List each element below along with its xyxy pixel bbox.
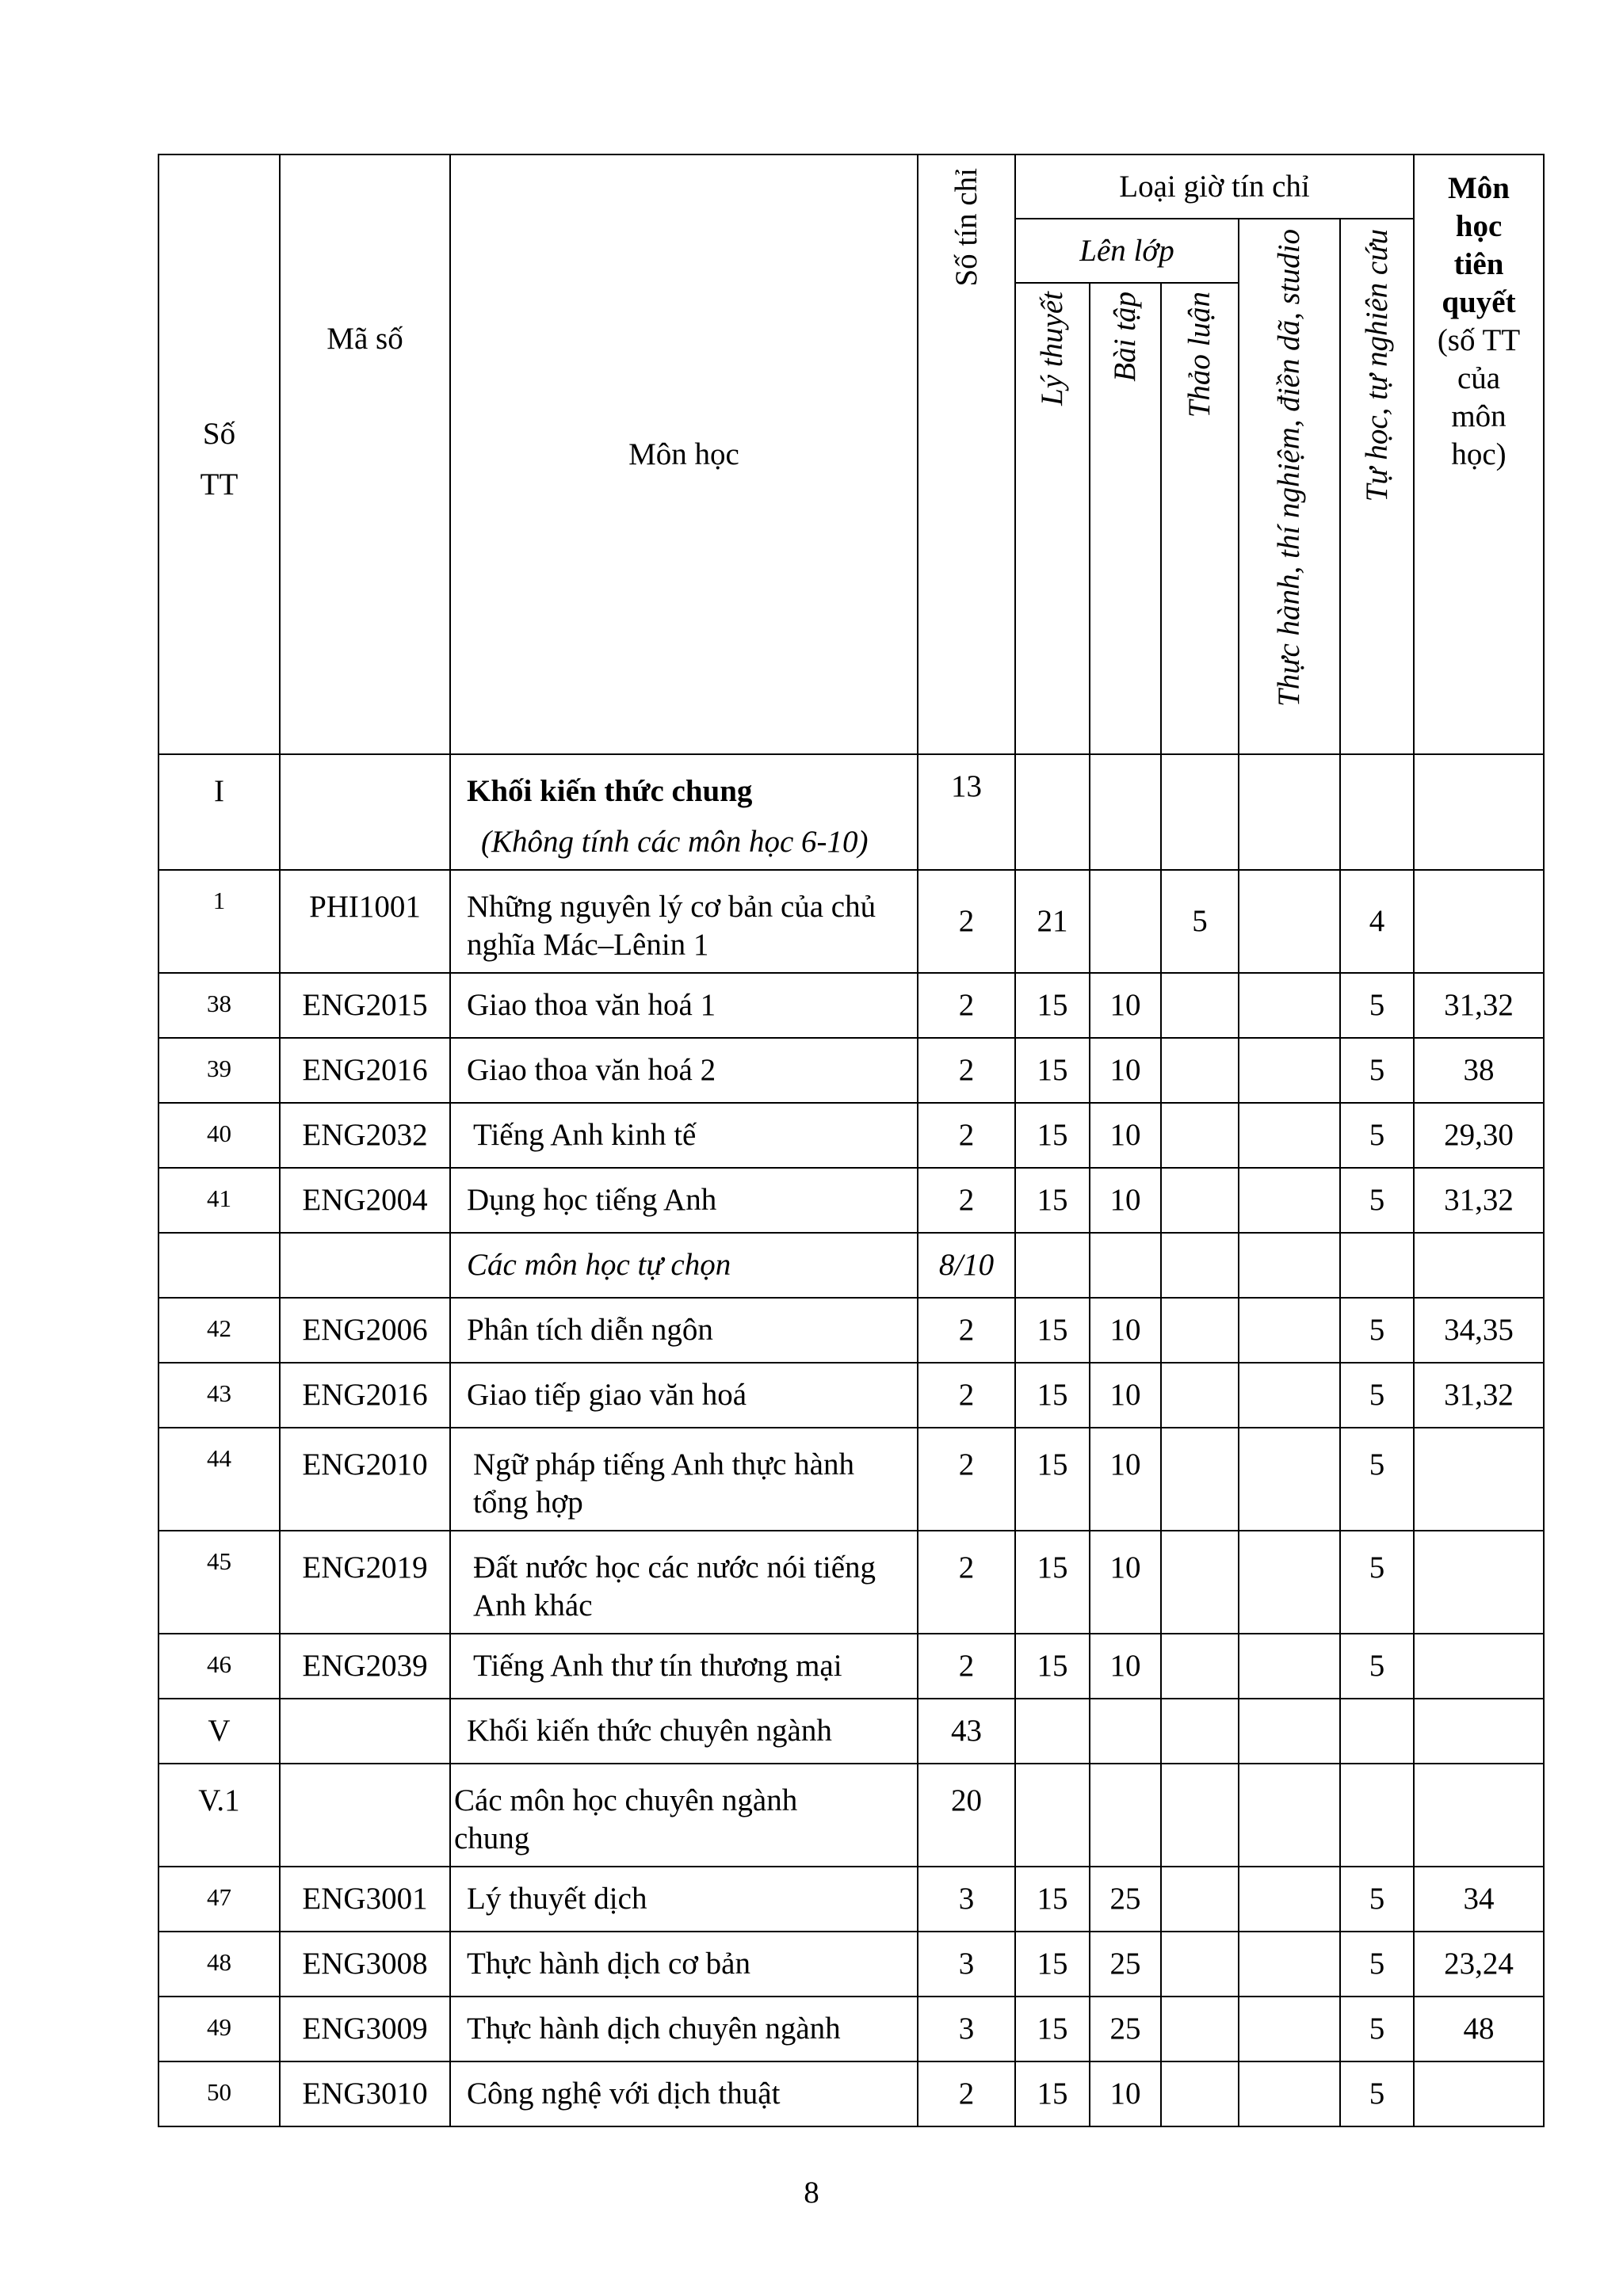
- table-row: [158, 1168, 1544, 1233]
- row-practice: [1239, 1932, 1340, 1997]
- table-row: [158, 870, 1544, 973]
- row-stt: 43: [158, 1363, 280, 1428]
- row-credits: 2: [918, 1428, 1015, 1531]
- section-credits: 43: [918, 1699, 1015, 1764]
- row-practice: [1239, 1997, 1340, 2061]
- row-stt: 44: [158, 1428, 280, 1531]
- header-code: [280, 154, 450, 754]
- header-subject-text: Môn học: [628, 437, 739, 471]
- row-credits: 3: [918, 1997, 1015, 2061]
- row-stt: 40: [158, 1103, 280, 1168]
- row-theory: 15: [1015, 1932, 1090, 1997]
- header-code-text: Mã số: [327, 322, 403, 356]
- row-theory: 15: [1015, 1298, 1090, 1363]
- section-row-V1: [158, 1764, 1544, 1867]
- row-exercise: 10: [1090, 973, 1161, 1038]
- row-prereq: [1414, 1428, 1544, 1531]
- section-note: (Không tính các môn học 6-10): [481, 825, 869, 859]
- row-discussion: 5: [1161, 870, 1239, 973]
- row-prereq: [1414, 1634, 1544, 1699]
- row-self-study: 5: [1340, 1867, 1414, 1932]
- row-discussion: [1161, 973, 1239, 1038]
- row-discussion: [1161, 1531, 1239, 1634]
- empty-cell: [1239, 1699, 1340, 1764]
- row-stt: 41: [158, 1168, 280, 1233]
- header-theory-text: Lý thuyết: [1035, 292, 1069, 406]
- empty-cell: [1090, 754, 1161, 870]
- empty-cell: [1015, 1233, 1090, 1298]
- row-stt: 46: [158, 1634, 280, 1699]
- header-credits: [918, 154, 1015, 754]
- section-row-I: [158, 754, 1544, 870]
- header-discussion: [1161, 283, 1239, 754]
- row-discussion: [1161, 1428, 1239, 1531]
- row-self-study: 5: [1340, 1103, 1414, 1168]
- row-self-study: 5: [1340, 1932, 1414, 1997]
- header-in-class-text: Lên lớp: [1079, 233, 1174, 268]
- section-title: Khối kiến thức chuyên ngành: [450, 1699, 918, 1764]
- empty-cell: [158, 1233, 280, 1298]
- row-prereq: 31,32: [1414, 973, 1544, 1038]
- row-code: ENG3008: [280, 1932, 450, 1997]
- row-stt: 39: [158, 1038, 280, 1103]
- row-stt: 50: [158, 2061, 280, 2126]
- row-theory: 15: [1015, 1997, 1090, 2061]
- row-exercise: 10: [1090, 1038, 1161, 1103]
- table-row: [158, 1932, 1544, 1997]
- header-subject: [450, 154, 918, 754]
- row-stt: 48: [158, 1932, 280, 1997]
- row-prereq: 29,30: [1414, 1103, 1544, 1168]
- row-credits: 2: [918, 1363, 1015, 1428]
- table-row: [158, 1997, 1544, 2061]
- row-theory: 15: [1015, 2061, 1090, 2126]
- section-stt: I: [158, 754, 280, 870]
- row-stt: 47: [158, 1867, 280, 1932]
- table-row: [158, 2061, 1544, 2126]
- row-self-study: 5: [1340, 1428, 1414, 1531]
- row-exercise: 10: [1090, 1298, 1161, 1363]
- table-row: [158, 1634, 1544, 1699]
- row-discussion: [1161, 1997, 1239, 2061]
- row-code: ENG2039: [280, 1634, 450, 1699]
- row-theory: 15: [1015, 1363, 1090, 1428]
- row-credits: 2: [918, 1103, 1015, 1168]
- row-prereq: 23,24: [1414, 1932, 1544, 1997]
- row-self-study: 4: [1340, 870, 1414, 973]
- row-prereq: [1414, 1531, 1544, 1634]
- row-practice: [1239, 870, 1340, 973]
- row-self-study: 5: [1340, 2061, 1414, 2126]
- empty-cell: [1090, 1764, 1161, 1867]
- row-theory: 15: [1015, 1428, 1090, 1531]
- row-subject: Thực hành dịch chuyên ngành: [450, 1997, 918, 2061]
- row-stt: 38: [158, 973, 280, 1038]
- header-prereq-n4: học): [1451, 437, 1507, 471]
- row-discussion: [1161, 1867, 1239, 1932]
- row-code: ENG2016: [280, 1363, 450, 1428]
- row-exercise: 25: [1090, 1997, 1161, 2061]
- empty-cell: [1340, 1233, 1414, 1298]
- row-code: ENG3009: [280, 1997, 450, 2061]
- row-prereq: 34,35: [1414, 1298, 1544, 1363]
- empty-cell: [1239, 1764, 1340, 1867]
- empty-cell: [1161, 1764, 1239, 1867]
- row-credits: 2: [918, 870, 1015, 973]
- row-practice: [1239, 1168, 1340, 1233]
- table-row: [158, 1867, 1544, 1932]
- elective-title: Các môn học tự chọn: [450, 1233, 918, 1298]
- header-stt-line1: Số: [202, 417, 236, 451]
- row-practice: [1239, 1634, 1340, 1699]
- empty-cell: [1090, 1699, 1161, 1764]
- table-row: [158, 1363, 1544, 1428]
- header-prereq-l1: Môn: [1448, 171, 1510, 205]
- row-discussion: [1161, 1298, 1239, 1363]
- row-self-study: 5: [1340, 1038, 1414, 1103]
- row-code: PHI1001: [280, 870, 450, 973]
- row-practice: [1239, 1428, 1340, 1531]
- row-subject: Công nghệ với dịch thuật: [450, 2061, 918, 2126]
- row-self-study: 5: [1340, 1298, 1414, 1363]
- header-discussion-text: Thảo luận: [1182, 292, 1216, 418]
- table-row: [158, 1103, 1544, 1168]
- row-self-study: 5: [1340, 1363, 1414, 1428]
- header-self-study: [1340, 219, 1414, 754]
- empty-cell: [1161, 1233, 1239, 1298]
- empty-cell: [1414, 1699, 1544, 1764]
- row-subject: Giao tiếp giao văn hoá: [450, 1363, 918, 1428]
- row-subject: Những nguyên lý cơ bản của chủ nghĩa Mác–Lênin 1: [450, 870, 918, 973]
- row-stt: 42: [158, 1298, 280, 1363]
- row-practice: [1239, 1531, 1340, 1634]
- row-practice: [1239, 1867, 1340, 1932]
- row-theory: 15: [1015, 973, 1090, 1038]
- empty-cell: [1015, 1764, 1090, 1867]
- row-practice: [1239, 1038, 1340, 1103]
- row-self-study: 5: [1340, 1531, 1414, 1634]
- header-hour-types: [1015, 154, 1414, 219]
- section-row-elective: [158, 1233, 1544, 1298]
- row-exercise: [1090, 870, 1161, 973]
- header-exercise-text: Bài tập: [1108, 292, 1142, 382]
- header-self-study-text: Tự học, tự nghiên cứu: [1359, 229, 1394, 502]
- row-subject: Phân tích diễn ngôn: [450, 1298, 918, 1363]
- row-theory: 15: [1015, 1168, 1090, 1233]
- table-row: [158, 1298, 1544, 1363]
- section-row-V: [158, 1699, 1544, 1764]
- row-theory: 15: [1015, 1867, 1090, 1932]
- row-discussion: [1161, 2061, 1239, 2126]
- section-title: Khối kiến thức chung: [467, 774, 753, 808]
- row-exercise: 10: [1090, 1428, 1161, 1531]
- row-exercise: 10: [1090, 1531, 1161, 1634]
- header-practice: [1239, 219, 1340, 754]
- table-row: [158, 1038, 1544, 1103]
- header-stt: [158, 154, 280, 754]
- row-credits: 3: [918, 1932, 1015, 1997]
- row-subject: Đất nước học các nước nói tiếng Anh khác: [450, 1531, 918, 1634]
- header-prereq-n2: của: [1457, 361, 1501, 395]
- row-theory: 15: [1015, 1531, 1090, 1634]
- header-practice-text: Thực hành, thí nghiệm, điền dã, studio: [1272, 229, 1306, 707]
- row-subject: Ngữ pháp tiếng Anh thực hành tổng hợp: [450, 1428, 918, 1531]
- row-theory: 15: [1015, 1038, 1090, 1103]
- row-code: ENG2019: [280, 1531, 450, 1634]
- row-code: ENG2010: [280, 1428, 450, 1531]
- row-prereq: 34: [1414, 1867, 1544, 1932]
- row-discussion: [1161, 1038, 1239, 1103]
- row-discussion: [1161, 1103, 1239, 1168]
- row-discussion: [1161, 1363, 1239, 1428]
- row-discussion: [1161, 1634, 1239, 1699]
- empty-cell: [1015, 1699, 1090, 1764]
- row-code: ENG2016: [280, 1038, 450, 1103]
- section-code-empty: [280, 754, 450, 870]
- row-code: ENG3010: [280, 2061, 450, 2126]
- row-code: ENG2006: [280, 1298, 450, 1363]
- row-credits: 3: [918, 1867, 1015, 1932]
- header-in-class: [1015, 219, 1239, 283]
- row-exercise: 25: [1090, 1867, 1161, 1932]
- row-credits: 2: [918, 2061, 1015, 2126]
- row-theory: 15: [1015, 1103, 1090, 1168]
- page-number: 8: [804, 2176, 819, 2210]
- row-stt: 49: [158, 1997, 280, 2061]
- row-practice: [1239, 973, 1340, 1038]
- row-subject: Tiếng Anh kinh tế: [450, 1103, 918, 1168]
- row-prereq: 31,32: [1414, 1363, 1544, 1428]
- row-code: ENG2015: [280, 973, 450, 1038]
- empty-cell: [280, 1764, 450, 1867]
- row-prereq: [1414, 2061, 1544, 2126]
- row-credits: 2: [918, 1168, 1015, 1233]
- row-subject: Giao thoa văn hoá 1: [450, 973, 918, 1038]
- empty-cell: [1340, 1764, 1414, 1867]
- empty-cell: [1340, 1699, 1414, 1764]
- row-self-study: 5: [1340, 1997, 1414, 2061]
- table-row: [158, 1531, 1544, 1634]
- empty-cell: [1414, 754, 1544, 870]
- section-stt: V.1: [158, 1764, 280, 1867]
- empty-cell: [280, 1699, 450, 1764]
- row-credits: 2: [918, 1298, 1015, 1363]
- elective-credits: 8/10: [918, 1233, 1015, 1298]
- section-title-cell: [450, 754, 918, 870]
- section-credits: 13: [918, 754, 1015, 870]
- empty-cell: [1414, 1764, 1544, 1867]
- row-practice: [1239, 1298, 1340, 1363]
- curriculum-table: [158, 154, 1545, 2127]
- row-stt: 1: [158, 870, 280, 973]
- row-practice: [1239, 2061, 1340, 2126]
- row-subject: Thực hành dịch cơ bản: [450, 1932, 918, 1997]
- row-credits: 2: [918, 1531, 1015, 1634]
- row-stt: 45: [158, 1531, 280, 1634]
- row-subject: Lý thuyết dịch: [450, 1867, 918, 1932]
- row-code: ENG2032: [280, 1103, 450, 1168]
- header-stt-line2: TT: [200, 467, 239, 502]
- row-prereq: [1414, 870, 1544, 973]
- row-prereq: 48: [1414, 1997, 1544, 2061]
- row-discussion: [1161, 1168, 1239, 1233]
- empty-cell: [1161, 1699, 1239, 1764]
- header-prereq-n1: (số TT: [1437, 323, 1521, 357]
- row-prereq: 31,32: [1414, 1168, 1544, 1233]
- section-credits: 20: [918, 1764, 1015, 1867]
- header-prereq-l3: tiên: [1453, 247, 1504, 281]
- row-exercise: 25: [1090, 1932, 1161, 1997]
- row-theory: 15: [1015, 1634, 1090, 1699]
- empty-cell: [1414, 1233, 1544, 1298]
- row-exercise: 10: [1090, 1103, 1161, 1168]
- row-theory: 21: [1015, 870, 1090, 973]
- row-subject: Dụng học tiếng Anh: [450, 1168, 918, 1233]
- row-exercise: 10: [1090, 1363, 1161, 1428]
- empty-cell: [1239, 1233, 1340, 1298]
- header-credits-text: Số tín chỉ: [949, 168, 983, 287]
- row-self-study: 5: [1340, 1634, 1414, 1699]
- header-prereq-n3: môn: [1451, 399, 1507, 433]
- empty-cell: [1340, 754, 1414, 870]
- table-row: [158, 1428, 1544, 1531]
- row-credits: 2: [918, 1634, 1015, 1699]
- row-code: ENG2004: [280, 1168, 450, 1233]
- row-credits: 2: [918, 973, 1015, 1038]
- header-hour-types-text: Loại giờ tín chỉ: [1119, 169, 1310, 204]
- row-prereq: 38: [1414, 1038, 1544, 1103]
- header-prereq-l2: học: [1455, 209, 1503, 243]
- header-prereq: [1414, 154, 1544, 754]
- row-credits: 2: [918, 1038, 1015, 1103]
- row-self-study: 5: [1340, 973, 1414, 1038]
- section-title: Các môn học chuyên ngành chung: [450, 1764, 918, 1867]
- row-subject: Giao thoa văn hoá 2: [450, 1038, 918, 1103]
- row-code: ENG3001: [280, 1867, 450, 1932]
- empty-cell: [1090, 1233, 1161, 1298]
- row-exercise: 10: [1090, 1168, 1161, 1233]
- empty-cell: [1161, 754, 1239, 870]
- row-discussion: [1161, 1932, 1239, 1997]
- table-row: [158, 973, 1544, 1038]
- row-subject: Tiếng Anh thư tín thương mại: [450, 1634, 918, 1699]
- row-self-study: 5: [1340, 1168, 1414, 1233]
- section-stt: V: [158, 1699, 280, 1764]
- header-theory: [1015, 283, 1090, 754]
- empty-cell: [280, 1233, 450, 1298]
- header-exercise: [1090, 283, 1161, 754]
- header-prereq-l4: quyết: [1442, 285, 1516, 319]
- row-practice: [1239, 1363, 1340, 1428]
- row-exercise: 10: [1090, 1634, 1161, 1699]
- empty-cell: [1239, 754, 1340, 870]
- empty-cell: [1015, 754, 1090, 870]
- row-exercise: 10: [1090, 2061, 1161, 2126]
- row-practice: [1239, 1103, 1340, 1168]
